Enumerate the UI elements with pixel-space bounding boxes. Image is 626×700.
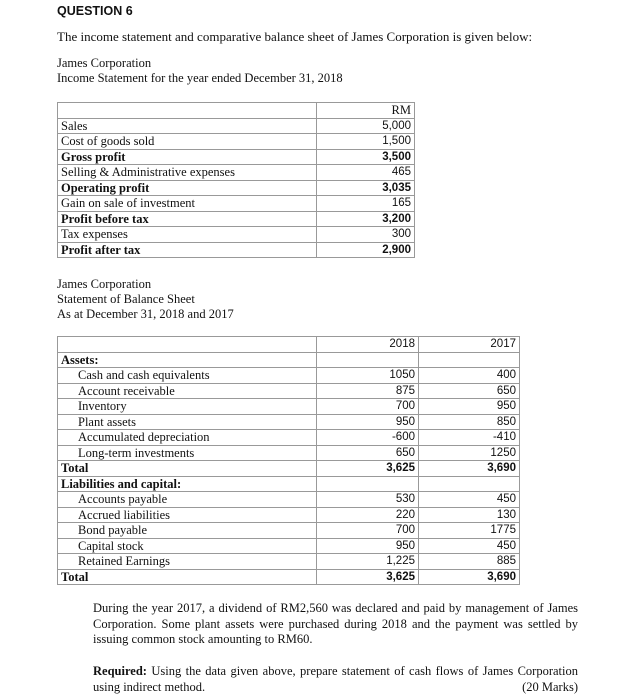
table-row (58, 414, 520, 430)
row-label: Liabilities and capital: (58, 476, 317, 492)
balance-subtitle: As at December 31, 2018 and 2017 (57, 307, 234, 321)
table-row (58, 445, 520, 461)
table-row (58, 569, 520, 585)
table-row (58, 461, 520, 477)
value-2017: 3,690 (419, 569, 520, 585)
value-2017: 450 (419, 492, 520, 508)
table-row (58, 399, 520, 415)
row-label: Accrued liabilities (58, 507, 317, 523)
row-label: Total (58, 461, 317, 477)
marks: (20 Marks) (522, 679, 578, 694)
row-label: Selling & Administrative expenses (58, 165, 317, 181)
row-label: Assets: (58, 352, 317, 368)
row-value: 465 (317, 165, 415, 181)
table-row (58, 227, 415, 243)
value-2017: 3,690 (419, 461, 520, 477)
value-2018: 950 (317, 538, 419, 554)
row-label: Capital stock (58, 538, 317, 554)
row-value: 5,000 (317, 118, 415, 134)
value-2018 (317, 352, 419, 368)
row-value: 165 (317, 196, 415, 212)
question-title: QUESTION 6 (57, 4, 133, 18)
value-2017: 1775 (419, 523, 520, 539)
table-row (58, 383, 520, 399)
table-row (58, 242, 415, 258)
value-2018: -600 (317, 430, 419, 446)
value-2018: 220 (317, 507, 419, 523)
value-2017: 400 (419, 368, 520, 384)
table-row (58, 196, 415, 212)
value-2017: 650 (419, 383, 520, 399)
table-row (58, 118, 415, 134)
value-2017: 450 (419, 538, 520, 554)
value-2017: 1250 (419, 445, 520, 461)
value-2018: 950 (317, 414, 419, 430)
balance-sheet-table (57, 336, 520, 585)
value-2018: 1050 (317, 368, 419, 384)
row-label: Cash and cash equivalents (58, 368, 317, 384)
balance-company: James Corporation (57, 277, 152, 291)
value-2017: 130 (419, 507, 520, 523)
table-row (58, 211, 415, 227)
required-body: Using the data given above, prepare statement of cash flows of James Corporation using indirect method. (93, 664, 578, 694)
table-row (58, 165, 415, 181)
row-label: Long-term investments (58, 445, 317, 461)
row-value: 3,500 (317, 149, 415, 165)
value-2018: 1,225 (317, 554, 419, 570)
row-value: 300 (317, 227, 415, 243)
table-row (58, 538, 520, 554)
year-header-2017: 2017 (419, 337, 520, 353)
table-row (58, 430, 520, 446)
balance-header (57, 277, 234, 322)
row-label: Cost of goods sold (58, 134, 317, 150)
value-2018 (317, 476, 419, 492)
row-label: Total (58, 569, 317, 585)
income-header (57, 56, 343, 86)
currency-header: RM (317, 103, 415, 119)
value-2017: 850 (419, 414, 520, 430)
value-2017: 885 (419, 554, 520, 570)
intro-text: The income statement and comparative balance sheet of James Corporation is given below: (57, 29, 533, 44)
row-value: 3,200 (317, 211, 415, 227)
value-2018: 875 (317, 383, 419, 399)
row-label: Plant assets (58, 414, 317, 430)
year-header-2018: 2018 (317, 337, 419, 353)
income-title: Income Statement for the year ended December 31, 2018 (57, 71, 343, 85)
row-label: Operating profit (58, 180, 317, 196)
row-value: 3,035 (317, 180, 415, 196)
table-header-row (58, 103, 415, 119)
table-row (58, 134, 415, 150)
value-2018: 530 (317, 492, 419, 508)
table-row (58, 352, 520, 368)
row-label: Gain on sale of investment (58, 196, 317, 212)
row-label: Sales (58, 118, 317, 134)
row-label: Accumulated depreciation (58, 430, 317, 446)
required-text (93, 664, 578, 695)
income-company: James Corporation (57, 56, 152, 70)
row-label: Account receivable (58, 383, 317, 399)
table-row (58, 368, 520, 384)
value-2017: -410 (419, 430, 520, 446)
dividend-paragraph: During the year 2017, a dividend of RM2,560 was declared and paid by management of James Corporation. Some plant assets were purchased during 2018 and the payment was settled by issuing common stock amounting to RM60. (93, 601, 578, 646)
value-2017 (419, 352, 520, 368)
row-value: 2,900 (317, 242, 415, 258)
value-2018: 3,625 (317, 569, 419, 585)
row-label: Accounts payable (58, 492, 317, 508)
table-row (58, 476, 520, 492)
row-label: Bond payable (58, 523, 317, 539)
value-2018: 650 (317, 445, 419, 461)
value-2018: 700 (317, 399, 419, 415)
value-2017 (419, 476, 520, 492)
value-2018: 3,625 (317, 461, 419, 477)
row-label: Profit before tax (58, 211, 317, 227)
table-row (58, 554, 520, 570)
value-2018: 700 (317, 523, 419, 539)
row-label: Profit after tax (58, 242, 317, 258)
row-label: Gross profit (58, 149, 317, 165)
value-2017: 950 (419, 399, 520, 415)
table-header-row (58, 337, 520, 353)
row-label: Retained Earnings (58, 554, 317, 570)
table-row (58, 492, 520, 508)
table-row (58, 507, 520, 523)
balance-title: Statement of Balance Sheet (57, 292, 195, 306)
row-label: Inventory (58, 399, 317, 415)
row-value: 1,500 (317, 134, 415, 150)
table-row (58, 523, 520, 539)
row-label: Tax expenses (58, 227, 317, 243)
income-statement-table (57, 102, 415, 258)
table-row (58, 180, 415, 196)
required-label: Required: (93, 664, 147, 678)
table-row (58, 149, 415, 165)
